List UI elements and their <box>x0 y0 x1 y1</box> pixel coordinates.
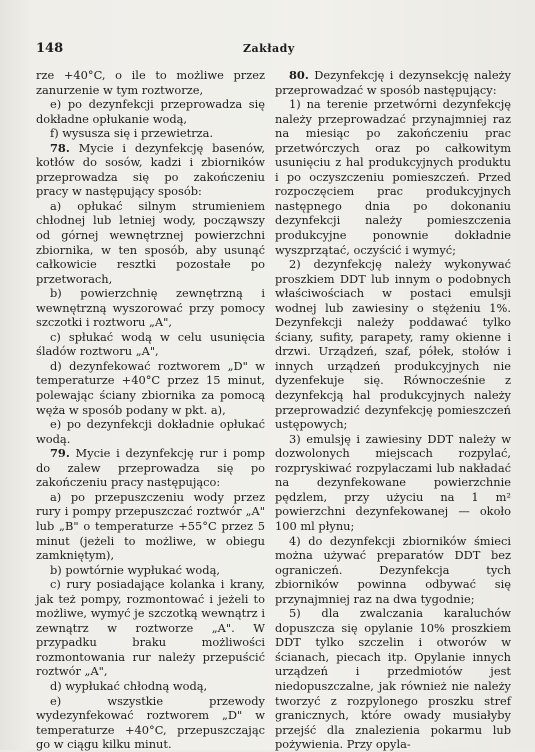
paragraph-text: c) rury posiadające kolanka i krany, jak też pompy, rozmontować i jeżeli to możliwe, wymyć je szczotką wewnątrz i zewnątrz w roztworze „A". W przypadku braku możliwości rozmontowania rur należy przepuścić roztwór „A", <box>36 577 265 679</box>
paragraph <box>36 68 265 97</box>
paragraph-text: Dezynfekcję i dezynsekcję należy przeprowadzać w sposób następujący: <box>275 68 511 97</box>
paragraph-text: b) powtórnie wypłukać wodą, <box>50 562 220 577</box>
paragraph-text: 1) na terenie przetwórni dezynfekcję należy przeprowadzać przynajmniej raz na miesiąc po zakończeniu prac przetwórczych oraz po całkowitym usunięciu z hal produkcyjnych produktu i po oczyszczeniu pomieszczeń. Przed rozpoczęciem prac produkcyjnych następnego dnia po dokonaniu dezynfekcji należy pomieszczenia produkcyjne ponownie dokładnie wyszprzątać, oczyścić i wymyć; <box>275 97 511 257</box>
paragraph <box>36 199 265 286</box>
paragraph-text: e) po dezynfekcji przeprowadza się dokładne opłukanie wodą, <box>36 97 265 126</box>
paragraph <box>36 417 265 446</box>
paragraph <box>275 534 511 607</box>
paragraph <box>36 126 265 141</box>
paragraph <box>275 257 511 432</box>
page-header <box>36 41 513 59</box>
paragraph <box>36 141 265 199</box>
paragraph <box>36 563 265 578</box>
paragraph-text: Mycie i dezynfekcję rur i pomp do zalew przeprowadza się po zakończeniu pracy następująco: <box>36 446 265 490</box>
paragraph <box>36 97 265 126</box>
paragraph-text: Mycie i dezynfekcję basenów, kotłów do sosów, kadzi i zbiorników przeprowadza się po zakończeniu pracy w następujący sposób: <box>36 140 265 199</box>
paragraph-text: 5) dla zwalczania karaluchów dopuszcza się opylanie 10% proszkiem DDT tylko szczelin i otworów w ścianach, piecach itp. Opylanie innych urządzeń i przedmiotów jest niedopuszczalne, jak również nie należy tworzyć z rozpylonego proszku stref granicznych, które owady musiałyby przejść dla znalezienia pokarmu lub pożywienia. Przy opyla- <box>275 606 511 752</box>
paragraph <box>36 694 265 752</box>
paragraph <box>275 97 511 257</box>
paragraph-text: b) powierzchnię zewnętrzną i wewnętrzną wyszorować przy pomocy szczotki i roztworu „A", <box>36 286 265 330</box>
paragraph <box>36 679 265 694</box>
paragraph-text: rze +40°C, o ile to możliwe przez zanurzenie w tym roztworze, <box>36 68 265 97</box>
paragraph <box>36 577 265 679</box>
left-column <box>36 68 265 752</box>
paragraph-text: c) spłukać wodą w celu usunięcia śladów roztworu „A", <box>36 329 265 359</box>
paragraph <box>275 68 511 97</box>
paragraph-text: a) opłukać silnym strumieniem chłodnej lub letniej wody, począwszy od górnej wewnętrznej powierzchni zbiornika, w ten sposób, aby usunąć całkowicie resztki pozostałe po przetworach, <box>36 198 265 286</box>
paragraph-text: 4) do dezynfekcji zbiorników śmieci można używać preparatów DDT bez ograniczeń. Dezynfekcja tych zbiorników powinna odbywać się przynajmniej raz na dwa tygodnie; <box>275 533 511 606</box>
paragraph <box>275 606 511 751</box>
paragraph <box>36 446 265 490</box>
section-number: 79. <box>50 446 70 461</box>
paragraph-text: a) po przepuszczeniu wody przez rury i pompy przepuszczać roztwór „A" lub „B" o temperaturze +55°C przez 5 minut (jeżeli to możliwe, w obiegu zamkniętym), <box>36 489 265 563</box>
section-number: 80. <box>289 68 309 82</box>
paragraph-text: f) wysusza się i przewietrza. <box>50 126 214 141</box>
paragraph-text: d) dezynfekować roztworem „D" w temperaturze +40°C przez 15 minut, polewając ściany zbiornika za pomocą węża w sposób podany w pkt. a), <box>36 358 265 417</box>
paragraph <box>275 432 511 534</box>
paragraph-text: d) wypłukać chłodną wodą, <box>50 678 208 693</box>
paragraph <box>36 490 265 563</box>
paragraph <box>36 359 265 417</box>
page-number: 148 <box>36 41 64 56</box>
paragraph-text: 3) emulsję i zawiesiny DDT należy w dozwolonych miejscach rozpylać, rozpryskiwać rozpylaczami lub nakładać na dezynfekowane powierzchnie pędzlem, przy użyciu na 1 m² powierzchni dezynfekowanej — około 100 ml płynu; <box>275 431 511 533</box>
paragraph-text: e) po dezynfekcji dokładnie opłukać wodą. <box>36 417 265 446</box>
paragraph <box>36 330 265 359</box>
paragraph-text: e) wszystkie przewody wydezynfekować roztworem „D" w temperaturze +40°C, przepuszczając go w ciągu kilku minut. <box>36 693 265 752</box>
right-column <box>275 68 511 752</box>
section-number: 78. <box>50 140 70 155</box>
paragraph-text: 2) dezynfekcję należy wykonywać proszkiem DDT lub innym o podobnych właściwościach w postaci emulsji wodnej lub zawiesiny o stężeniu 1%. Dezynfekcji należy poddawać tylko ściany, sufity, parapety, ramy okienne i drzwi. Urządzeń, szaf, półek, stołów i innych urządzeń produkcyjnych nie dyzenfekuje się. Równocześnie z dezynfekcją hal produkcyjnych należy przeprowadzić dezynfekcję pomieszczeń ustępowych; <box>275 257 511 432</box>
running-head: Zakłady <box>243 42 295 55</box>
paragraph <box>36 286 265 330</box>
